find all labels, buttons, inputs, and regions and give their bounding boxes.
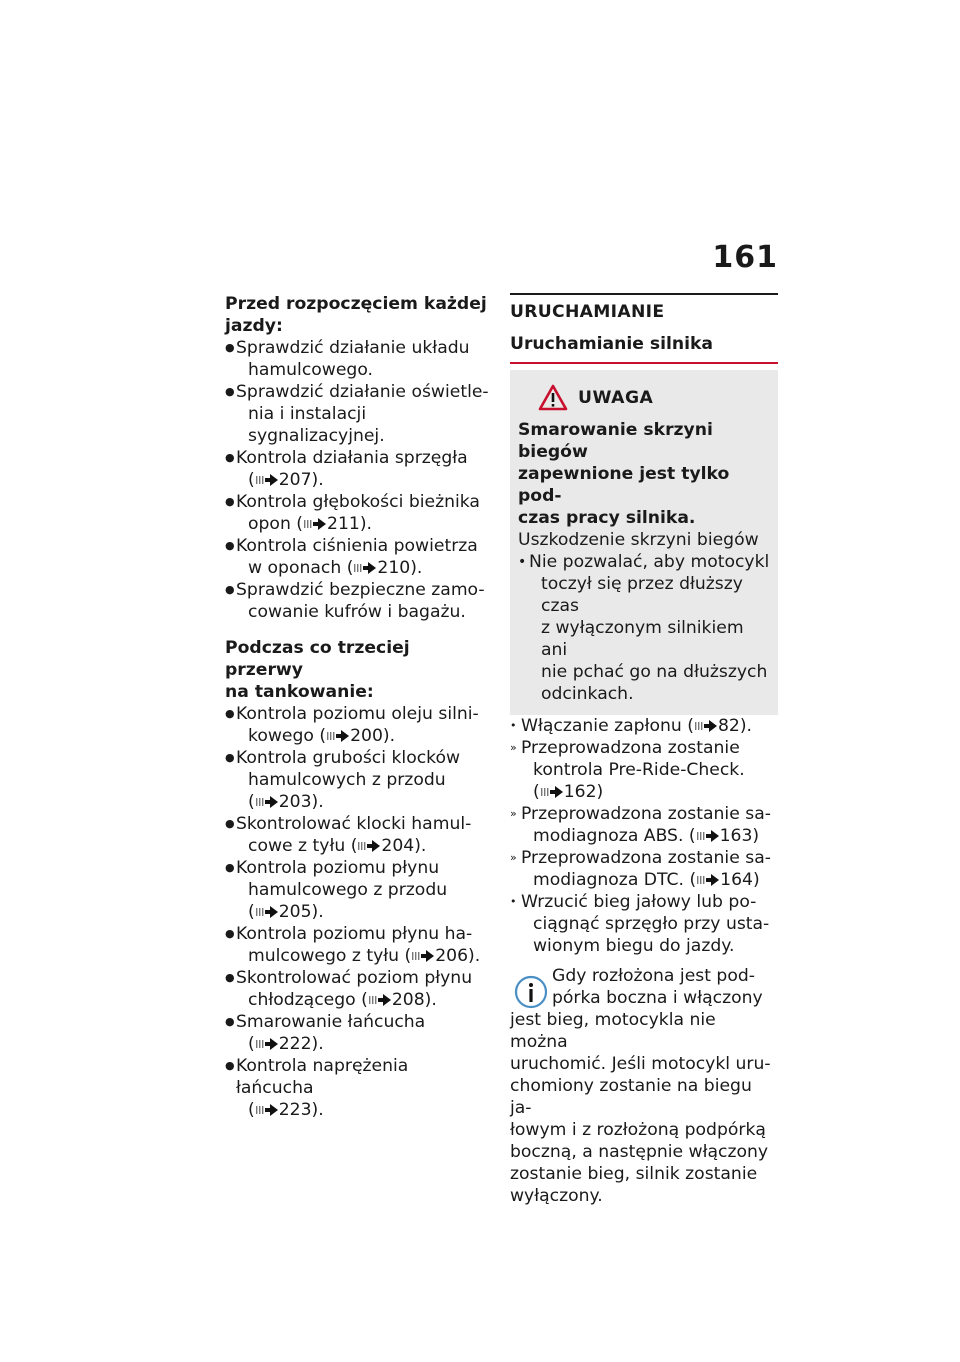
page-reference-arrow-icon [255, 906, 279, 918]
right-column [510, 293, 778, 1207]
list-item: • Wrzucić bieg jałowy lub po- ciągnąć sprzęgło przy usta- wionym biegu do jazdy. [510, 892, 770, 956]
list-item: » Przeprowadzona zostanie sa- modiagnoza ABS. ( 163) [510, 804, 771, 846]
page-reference-arrow-icon [255, 1104, 279, 1116]
page-number: 161 [712, 240, 778, 275]
warning-label: UWAGA [578, 387, 654, 408]
list-item: ● Kontrola poziomu płynu hamulcowego z przodu ( 205). [225, 858, 448, 922]
page-reference-arrow-icon [696, 874, 720, 886]
start-procedure-steps [510, 715, 778, 957]
page-reference-arrow-icon [540, 786, 564, 798]
list-item: ● Kontrola działania sprzęgła ( 207). [225, 448, 468, 490]
checklist-refuelling [225, 703, 490, 1121]
page-reference-arrow-icon [326, 730, 350, 742]
list-item: • Włączanie zapłonu ( 82). [510, 716, 752, 736]
page-reference-arrow-icon [303, 518, 327, 530]
list-item: ● Kontrola grubości klocków hamulcowych z przodu ( 203). [225, 748, 461, 812]
section-title: URUCHAMIANIE [510, 293, 778, 323]
list-item: ● Kontrola naprężenia łańcucha ( 223). [225, 1056, 409, 1120]
list-item: ● Kontrola poziomu płynu ha- mulcowego z tyłu ( 206). [225, 924, 481, 966]
warning-consequence: Uszkodzenie skrzyni biegów [518, 530, 759, 550]
page-reference-arrow-icon [353, 562, 377, 574]
warning-list [518, 551, 770, 705]
list-item: » Przeprowadzona zostanie kontrola Pre-Ride-Check. ( 162) [510, 738, 745, 802]
list-item: ● Kontrola głębokości bieżnika opon ( 211). [225, 492, 480, 534]
list-item: ● Sprawdzić działanie układu hamulcowego. [225, 338, 470, 380]
list-item: ● Smarowanie łańcucha ( 222). [225, 1012, 426, 1054]
page-reference-arrow-icon [357, 840, 381, 852]
list-item: ● Skontrolować klocki hamul- cowe z tyłu ( 204). [225, 814, 472, 856]
warning-header [538, 384, 770, 411]
info-icon [512, 973, 550, 1011]
warning-triangle-icon [538, 384, 568, 411]
list-item: ● Kontrola ciśnienia powietrza w oponach ( 210). [225, 536, 478, 578]
page-reference-arrow-icon [255, 796, 279, 808]
subsection-title: Uruchamianie silnika [510, 333, 778, 364]
page-reference-arrow-icon [255, 474, 279, 486]
warning-title: Smarowanie skrzyni biegów zapewnione jest tylko pod- czas pracy silnika. [518, 420, 730, 528]
list-item: ● Sprawdzić bezpieczne zamo- cowanie kufrów i bagażu. [225, 580, 485, 622]
page-reference-arrow-icon [368, 994, 392, 1006]
checklist-before-ride [225, 337, 490, 623]
page-reference-arrow-icon [696, 830, 720, 842]
checklist-heading-refuelling: Podczas co trzeciej przerwy na tankowanie: [225, 638, 410, 702]
list-item: » Przeprowadzona zostanie sa- modiagnoza DTC. ( 164) [510, 848, 771, 890]
warning-box [510, 370, 778, 715]
page-reference-arrow-icon [694, 720, 718, 732]
list-item: ● Kontrola poziomu oleju silni- kowego ( 200). [225, 704, 479, 746]
list-item: ● Skontrolować poziom płynu chłodzącego ( 208). [225, 968, 473, 1010]
page-reference-arrow-icon [255, 1038, 279, 1050]
left-column [225, 293, 490, 1121]
info-note: Gdy rozłożona jest pod- pórka boczna i włączony jest bieg, motocykla nie można uruchomić. Jeśli motocykl uru- chomiony zostanie na biegu ja- łowym i z rozłożoną podpórką boczną, a następnie włączony zostanie bieg, silnik zostanie wyłączony. [510, 966, 771, 1206]
list-item: • Nie pozwalać, aby motocykl toczył się przez dłuższy czas z wyłączonym silnikiem ani nie pchać go na dłuższych odcinkach. [518, 552, 770, 704]
checklist-heading-before-ride: Przed rozpoczęciem każdej jazdy: [225, 294, 487, 336]
page-reference-arrow-icon [411, 950, 435, 962]
list-item: ● Sprawdzić działanie oświetle- nia i instalacji sygnalizacyjnej. [225, 382, 489, 446]
